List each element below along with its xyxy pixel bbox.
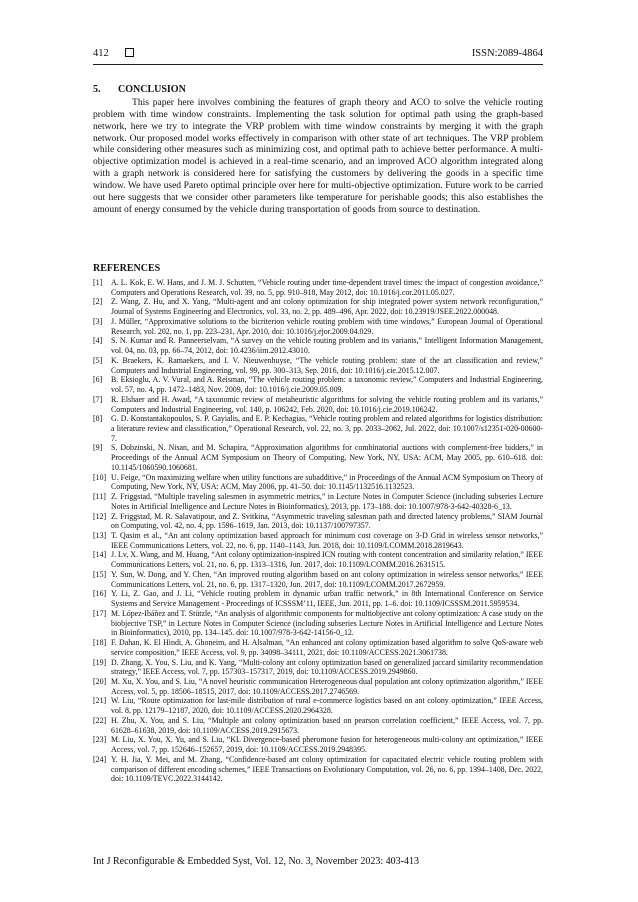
page-number: 412 <box>93 48 109 59</box>
reference-text: A. L. Kok, E. W. Hans, and J. M. J. Schutten, “Vehicle routing under time-dependent travel times: the impact of congestion avoidance,” Computers and Operations Research, vol. 39, no. 5, pp. 910–918, May 2012, doi: 10.1016/j.cor.2011.05.027. <box>111 278 543 297</box>
reference-number: [7] <box>93 394 103 404</box>
reference-item <box>93 755 543 784</box>
running-header <box>93 47 543 61</box>
reference-number: [17] <box>93 608 107 618</box>
reference-text: W. Liu, “Route optimization for last-mile distribution of rural e-commerce logistics based on ant colony optimization,” IEEE Access, vol. 8, pp. 12179–12187, 2020, doi: 10.1109/ACCESS.2020.2964328. <box>111 696 543 716</box>
reference-number: [22] <box>93 715 107 725</box>
reference-number: [1] <box>93 278 103 287</box>
reference-text: Z. Friggstad, “Multiple traveling salesmen in asymmetric metrics,” in Lecture Notes in Computer Science (including subseries Lecture Notes in Artificial Intelligence and Lecture Notes in Bioinformatics), 2013, pp. 173–188. doi: 10.1007/978-3-642-40328-6_13. <box>111 492 543 511</box>
reference-text: Y. Li, Z. Gao, and J. Li, “Vehicle routing problem in dynamic urban traffic network,” in 8th International Conference on Service Systems and Service Management - Proceedings of ICSSSM’11, IEEE, Jun. 2011, pp. 1–6. doi: 10.1109/ICSSSM.2011.5959534. <box>111 589 543 609</box>
reference-text: S. Dobzinski, N. Nisan, and M. Schapira, “Approximation algorithms for combinatorial auctions with complement-free bidders,” in Proceedings of the Annual ACM Symposium on Theory of Computing, New York, NY, USA: ACM, May 2005, pp. 610–618. doi: 10.1145/1060590.1060681. <box>111 443 543 472</box>
conclusion-paragraph: This paper here involves combining the features of graph theory and ACO to solve the vehicle routing problem with time window constraints. Implementing the task solution for optimal path using the graph-based network, here we try to integrate the VRP problem with time window constraints by merging it with the graph network. Our proposed model works effectively in comparison with other state of art techniques. The VRP problem while considering other measures such as minimizing cost, and optimal path to achieve better performance. A multi-objective optimization model is achieved in a real-time scenario, and an improved ACO algorithm integrated along with a graph network is considered here for satisfying the customers by delivering the goods in a specific time window. We have used Pareto optimal principle over here for multi-objective optimization. Future work to be carried out here suggests that we consider other parameters like temperature for perishable goods; this also establishes the amount of energy consumed by the vehicle during transportation of goods from source to destination. <box>93 97 543 215</box>
reference-number: [23] <box>93 735 107 745</box>
reference-item <box>93 589 543 608</box>
reference-number: [20] <box>93 676 107 686</box>
reference-item <box>93 375 543 394</box>
reference-number: [21] <box>93 696 107 706</box>
reference-number: [3] <box>93 316 103 326</box>
reference-text: D. Zhang, X. You, S. Liu, and K. Yang, “Multi-colony ant colony optimization based on generalized jaccard similarity recommendation strategy,” IEEE Access, vol. 7, pp. 157303–157317, 2019, doi: 10.1109/ACCESS.2019.2949860. <box>111 657 543 677</box>
reference-number: [14] <box>93 550 107 560</box>
section-heading <box>93 84 186 96</box>
reference-item <box>93 531 543 550</box>
reference-item <box>93 735 543 754</box>
reference-text: Y. H. Jia, Y. Mei, and M. Zhang, “Confidence-based ant colony optimization for capacitated electric vehicle routing problem with comparison of different encoding schemes,” IEEE Transactions on Evolutionary Computation, vol. 26, no. 6, pp. 1394–1408, Dec. 2022, doi: 10.1109/TEVC.2022.3144142. <box>111 754 543 784</box>
section-title: CONCLUSION <box>118 84 186 95</box>
reference-number: [13] <box>93 531 107 540</box>
reference-item <box>93 696 543 715</box>
reference-text: J. Lv, X. Wang, and M. Huang, “Ant colony optimization-inspired ICN routing with content concentration and similarity relation,” IEEE Communications Letters, vol. 21, no. 6, pp. 1313–1316, Jun. 2017, doi: 10.1109/LCOMM.2016.2631515. <box>111 550 543 570</box>
reference-number: [12] <box>93 511 107 521</box>
reference-item <box>93 278 543 297</box>
reference-text: J. Müller, “Approximative solutions to the bicriterion vehicle routing problem with time windows,” European Journal of Operational Research, vol. 202, no. 1, pp. 223–231, Apr. 2010, doi: 10.1016/j.ejor.2009.04.029. <box>111 316 543 336</box>
reference-text: S. N. Kumar and R. Panneerselvam, “A survey on the vehicle routing problem and its variants,” Intelligent Information Management, vol. 04, no. 03, pp. 66–74, 2012, doi: 10.4236/iim.2012.43010. <box>111 336 543 356</box>
reference-text: T. Qasim et al., “An ant colony optimization based approach for minimum cost coverage on 3-D Grid in wireless sensor networks,” IEEE Communications Letters, vol. 22, no. 6, pp. 1140–1143, Jun. 2018, doi: 10.1109/LCOMM.2018.2819643. <box>111 531 543 550</box>
reference-item <box>93 414 543 443</box>
reference-number: [9] <box>93 443 103 453</box>
reference-item <box>93 492 543 511</box>
reference-number: [11] <box>93 492 106 502</box>
reference-item <box>93 356 543 375</box>
reference-number: [10] <box>93 472 107 482</box>
reference-text: K. Braekers, K. Ramaekers, and I. V. Nieuwenhuyse, “The vehicle routing problem: state of the art classification and review,” Computers and Industrial Engineering, vol. 99, pp. 300–313, Sep. 2016, doi: 10.1016/j.cie.2015.12.007. <box>111 355 543 375</box>
reference-text: M. López-Ibáñez and T. Stützle, “An analysis of algorithmic components for multiobjective ant colony optimization: A case study on the biobjective TSP,” in Lecture Notes in Computer Science (including subseries Lecture Notes in Artificial Intelligence and Lecture Notes in Bioinformatics), 2010, pp. 134–145. doi: 10.1007/978-3-642-14156-0_12. <box>111 608 543 638</box>
reference-list <box>93 278 543 784</box>
reference-item <box>93 658 543 677</box>
header-left <box>93 47 134 61</box>
reference-text: M. Liu, X. You, X. Yu, and S. Liu, “KL Divergence-based pheromone fusion for heterogeneous multi-colony ant optimization,” IEEE Access, vol. 7, pp. 152646–152657, 2019, doi: 10.1109/ACCESS.2019.2948395. <box>111 735 543 755</box>
header-rule <box>93 64 543 65</box>
reference-item <box>93 443 543 472</box>
reference-item <box>93 473 543 492</box>
reference-text: U. Feige, “On maximizing welfare when utility functions are subadditive,” in Proceedings of the Annual ACM Symposium on Theory of Computing, New York, NY, USA: ACM, May 2006, pp. 41–50. doi: 10.1145/1132516.1132523. <box>111 472 544 492</box>
reference-text: B. Eksioglu, A. V. Vural, and A. Reisman, “The vehicle routing problem: a taxonomic review,” Computers and Industrial Engineering, vol. 57, no. 4, pp. 1472–1483, Nov. 2009, doi: 10.1016/j.cie.2009.05.009. <box>111 375 543 395</box>
reference-number: [4] <box>93 336 103 346</box>
page-footer: Int J Reconfigurable & Embedded Syst, Vol. 12, No. 3, November 2023: 403-413 <box>93 856 419 867</box>
references-heading: REFERENCES <box>93 263 161 274</box>
reference-item <box>93 677 543 696</box>
square-bullet-icon <box>125 48 134 57</box>
reference-text: Z. Friggstad, M. R. Salavatipour, and Z. Svitkina, “Asymmetric traveling salesman path and directed latency problems,” SIAM Journal on Computing, vol. 42, no. 4, pp. 1596–1619, Jan. 2013, doi: 10.1137/100797357. <box>111 511 543 531</box>
section-number: 5. <box>93 84 101 95</box>
reference-text: Z. Wang, Z. Hu, and X. Yang, “Multi-agent and ant colony optimization for ship integrated power system network reconfiguration,” Journal of Systems Engineering and Electronics, vol. 33, no. 2, pp. 489–496, Apr. 2022, doi: 10.23919/JSEE.2022.000048. <box>111 297 543 317</box>
issn-label: ISSN:2089-4864 <box>471 48 543 59</box>
reference-number: [15] <box>93 569 107 579</box>
reference-item <box>93 609 543 638</box>
reference-text: G. D. Konstantakopoulos, S. P. Gayialis, and E. P. Kechagias, “Vehicle routing problem and related algorithms for logistics distribution: a literature review and classification,” Operational Research, vol. 22, no. 3, pp. 2033–2062, Jul. 2022, doi: 10.1007/s12351-020-00600-7. <box>111 414 543 443</box>
reference-text: R. Elshaer and H. Awad, “A taxonomic review of metaheuristic algorithms for solving the vehicle routing problem and its variants,” Computers and Industrial Engineering, vol. 140, p. 106242, Feb. 2020, doi: 10.1016/j.cie.2019.106242. <box>111 394 543 414</box>
reference-item <box>93 395 543 414</box>
reference-text: H. Zhu, X. You, and S. Liu, “Multiple ant colony optimization based on pearson correlation coefficient,” IEEE Access, vol. 7, pp. 61628–61638, 2019, doi: 10.1109/ACCESS.2019.2915673. <box>111 715 543 735</box>
reference-item <box>93 512 543 531</box>
reference-number: [24] <box>93 754 107 764</box>
reference-text: Y. Sun, W. Dong, and Y. Chen, “An improved routing algorithm based on ant colony optimization in wireless sensor networks,” IEEE Communications Letters, vol. 21, no. 6, pp. 1317–1320, Jun. 2017, doi: 10.1109/LCOMM.2017.2672959. <box>111 569 543 589</box>
reference-number: [8] <box>93 414 103 424</box>
reference-item <box>93 297 543 316</box>
reference-item <box>93 638 543 657</box>
reference-number: [19] <box>93 657 107 667</box>
reference-number: [6] <box>93 375 103 385</box>
reference-number: [16] <box>93 589 107 599</box>
reference-item <box>93 317 543 336</box>
reference-text: F. Dahan, K. El Hindi, A. Ghoneim, and H. Alsalman, “An enhanced ant colony optimization based algorithm to solve QoS-aware web service composition,” IEEE Access, vol. 9, pp. 34098–34111, 2021, doi: 10.1109/ACCESS.2021.3061738. <box>111 638 543 657</box>
reference-number: [18] <box>93 638 107 648</box>
reference-item <box>93 550 543 569</box>
reference-text: M. Xu, X. You, and S. Liu, “A novel heuristic communication Heterogeneous dual population ant colony optimization algorithm,” IEEE Access, vol. 5, pp. 18506–18515, 2017, doi: 10.1109/ACCESS.2017.2746569. <box>111 676 543 696</box>
reference-item <box>93 570 543 589</box>
reference-number: [5] <box>93 355 103 365</box>
reference-item <box>93 336 543 355</box>
reference-number: [2] <box>93 297 103 307</box>
reference-item <box>93 716 543 735</box>
